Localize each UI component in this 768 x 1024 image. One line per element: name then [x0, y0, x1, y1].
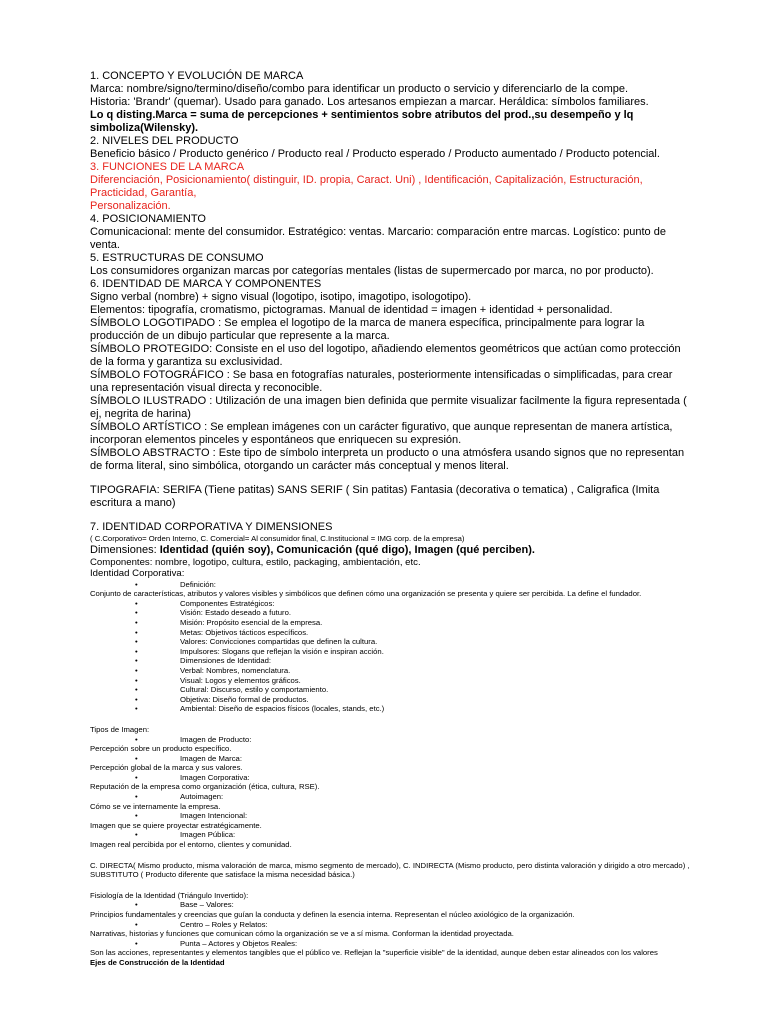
- bullet-text: Percepción global de la marca y sus valores.: [90, 763, 243, 773]
- bullet-item: • Base – Valores:: [90, 900, 690, 910]
- section-6-line: SÍMBOLO ARTÍSTICO : Se emplean imágenes con un carácter figurativo, que aunque representan de manera artística, incorporan elementos pinceles y espontáneos que enriquecen su expresión.: [90, 421, 673, 446]
- section-1-line: Marca: nombre/signo/termino/diseño/combo para identificar un producto o servicio y diferenciarlo de la compe.: [90, 83, 629, 95]
- document-page: [90, 70, 690, 968]
- section-1-title: 1. CONCEPTO Y EVOLUCIÓN DE MARCA: [90, 70, 304, 82]
- section-1-bold-line: Lo q disting.Marca = suma de percepciones + sentimientos sobre atributos del prod.,su desempeño y lq simboliza(Wilensky).: [90, 109, 634, 134]
- bullet-text: Reputación de la empresa como organización (ética, cultura, RSE).: [90, 782, 320, 792]
- section-6-title: 6. IDENTIDAD DE MARCA Y COMPONENTES: [90, 278, 322, 290]
- bullet-text: Imagen que se quiere proyectar estratégicamente.: [90, 820, 262, 830]
- section-6-line: SÍMBOLO FOTOGRÁFICO : Se basa en fotografías naturales, posteriormente intensificadas o simplificadas, para crear una representación visual directa y reconocible.: [90, 369, 673, 394]
- tipos-title: Tipos de Imagen:: [90, 724, 150, 734]
- section-3-line: Personalización.: [90, 200, 171, 212]
- definition-text: Conjunto de características, atributos y valores visibles y simbólicos que definen cómo una organización se presenta y quiere ser percibida. La define el fundador.: [90, 589, 642, 599]
- bullet-item: • Imagen de Marca:: [90, 754, 690, 764]
- section-3-line: Diferenciación, Posicionamiento( distinguir, ID. propia, Caract. Uni) , Identificación, Capitalización, Estructuración, Practicidad, Garantía,: [90, 174, 643, 199]
- section-7-dimensions: [90, 544, 690, 557]
- bullet-item: • Ambiental: Diseño de espacios físicos (locales, stands, etc.): [90, 704, 690, 714]
- fisiologia-title: Fisiología de la Identidad (Triángulo Invertido):: [90, 890, 249, 900]
- section-4-line: Comunicacional: mente del consumidor. Estratégico: ventas. Marcario: comparación entre marcas. Logístico: punto de venta.: [90, 226, 666, 251]
- section-7-title: 7. IDENTIDAD CORPORATIVA Y DIMENSIONES: [90, 521, 333, 533]
- ejes-heading: Ejes de Construcción de la Identidad: [90, 957, 225, 967]
- bullet-item: • Cultural: Discurso, estilo y comportamiento.: [90, 685, 690, 695]
- section-1-line: Historia: 'Brandr' (quemar). Usado para ganado. Los artesanos empiezan a marcar. Heráldica: símbolos familiares.: [90, 96, 649, 108]
- section-7-note: ( C.Corporativo= Orden Interno, C. Comercial= Al consumidor final, C.Institucional = IMG corp. de la empresa): [90, 534, 465, 543]
- section-3-title: 3. FUNCIONES DE LA MARCA: [90, 161, 245, 173]
- bullet-text: Narrativas, historias y funciones que comunican cómo la organización se ve a sí misma. Conforman la identidad proyectada.: [90, 929, 514, 939]
- bullet-item: • Imagen Intencional:: [90, 811, 690, 821]
- bullet-item: • Visual: Logos y elementos gráficos.: [90, 676, 690, 686]
- section-2-title: 2. NIVELES DEL PRODUCTO: [90, 135, 239, 147]
- bullet-text: Principios fundamentales y creencias que guían la conducta y definen la esencia interna. Representan el núcleo axiológico de la organización.: [90, 910, 575, 919]
- bullet-text: Cómo se ve internamente la empresa.: [90, 801, 221, 811]
- section-6-line: SÍMBOLO PROTEGIDO: Consiste en el uso del logotipo, añadiendo elementos geométricos que actúan como protección de la forma y garantiza su exclusividad.: [90, 343, 681, 368]
- dimensions-bold: Identidad (quién soy), Comunicación (qué digo), Imagen (qué perciben).: [159, 543, 535, 556]
- dimensions-label: Dimensiones:: [90, 543, 160, 556]
- bullet-item: • Imagen de Producto:: [90, 735, 690, 745]
- bullet-item: • Dimensiones de Identidad:: [90, 656, 690, 666]
- bullet-item: • Visión: Estado deseado a futuro.: [90, 608, 690, 618]
- section-2-line: Beneficio básico / Producto genérico / Producto real / Producto esperado / Producto aumentado / Producto potencial.: [90, 148, 660, 160]
- section-6-line: SÍMBOLO LOGOTIPADO : Se emplea el logotipo de la marca de manera específica, principalmente para lograr la producción de un dibujo particular que represente a la marca.: [90, 317, 645, 342]
- section-7-line: Identidad Corporativa:: [90, 568, 185, 580]
- bullet-item: • Objetiva: Diseño formal de productos.: [90, 695, 690, 705]
- bullet-item: • Verbal: Nombres, nomenclatura.: [90, 666, 690, 676]
- bullet-item: • Impulsores: Slogans que reflejan la visión e inspiran acción.: [90, 647, 690, 657]
- section-5-title: 5. ESTRUCTURAS DE CONSUMO: [90, 252, 264, 264]
- section-5-line: Los consumidores organizan marcas por categorías mentales (listas de supermercado por marca, no por producto).: [90, 265, 654, 277]
- bullet-item: • Punta – Actores y Objetos Reales:: [90, 939, 690, 949]
- section-6-line: SÍMBOLO ABSTRACTO : Este tipo de símbolo interpreta un producto o una atmósfera usando signos que no representan de forma literal, sino simbólica, otorgando un carácter más conceptual y menos literal.: [90, 447, 685, 472]
- bullet-item: • Autoimagen:: [90, 792, 690, 802]
- section-4-title: 4. POSICIONAMIENTO: [90, 213, 206, 225]
- bullet-item: • Metas: Objetivos tácticos específicos.: [90, 628, 690, 638]
- bullet-text: Percepción sobre un producto específico.: [90, 744, 232, 754]
- bullet-item: • Valores: Convicciones compartidas que definen la cultura.: [90, 637, 690, 647]
- competencia-text: C. DIRECTA( Mismo producto, misma valoración de marca, mismo segmento de mercado), C. INDIRECTA (Mismo producto, pero distinta valoración y dirigido a otro mercado) , SUBSTITUTO ( Producto diferente que satisface la misma necesidad básica.): [90, 860, 690, 880]
- bullet-item: • Misión: Propósito esencial de la empresa.: [90, 618, 690, 628]
- section-6-line: Signo verbal (nombre) + signo visual (logotipo, isotipo, imagotipo, isologotipo).: [90, 291, 472, 303]
- bullet-text: Imagen real percibida por el entorno, clientes y comunidad.: [90, 840, 292, 850]
- bullet-item: • Componentes Estratégicos:: [90, 599, 690, 609]
- bullet-item: • Centro – Roles y Relatos:: [90, 920, 690, 930]
- section-6-line: SÍMBOLO ILUSTRADO : Utilización de una imagen bien definida que permite visualizar facilmente la figura representada ( ej, negrita de harina): [90, 395, 687, 420]
- bullet-item: • Definición:: [90, 580, 690, 590]
- section-7-line: Componentes: nombre, logotipo, cultura, estilo, packaging, ambientación, etc.: [90, 556, 421, 568]
- bullet-item: • Imagen Pública:: [90, 830, 690, 840]
- tipografia-line: TIPOGRAFIA: SERIFA (Tiene patitas) SANS SERIF ( Sin patitas) Fantasia (decorativa o tematica) , Caligrafica (Imita escritura a mano): [90, 484, 660, 509]
- bullet-item: • Imagen Corporativa:: [90, 773, 690, 783]
- section-6-line: Elementos: tipografía, cromatismo, pictogramas. Manual de identidad = imagen + identidad + personalidad.: [90, 304, 613, 316]
- identity-bullet-list: [90, 599, 690, 714]
- bullet-text: Son las acciones, representantes y elementos tangibles que el público ve. Reflejan la "superficie visible" de la identidad, aunque deben estar alineados con los valores: [90, 948, 658, 958]
